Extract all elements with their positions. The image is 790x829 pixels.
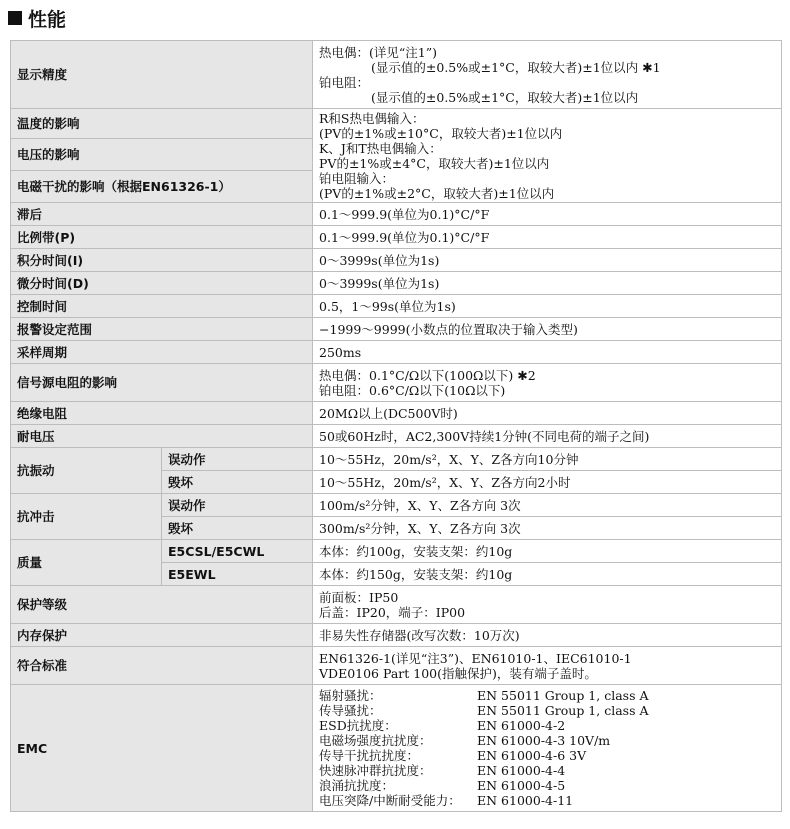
emc-item: 电压突降/中断耐受能力： EN 61000-4-11	[319, 793, 574, 808]
row-value: −1999～9999(小数点的位置取决于输入类型)	[313, 318, 782, 341]
table-row	[11, 624, 782, 647]
value-line: 热电偶：(详见“注1”)	[319, 44, 438, 60]
value-line: 前面板：IP50	[319, 589, 399, 605]
row-sublabel: 毁坏	[162, 471, 313, 494]
row-value	[313, 586, 782, 624]
section-title	[8, 4, 66, 32]
row-label: EMC	[11, 685, 313, 812]
row-label: 信号源电阻的影响	[11, 364, 313, 402]
row-sublabel: 误动作	[162, 494, 313, 517]
row-label: 采样周期	[11, 341, 313, 364]
row-sublabel: 误动作	[162, 448, 313, 471]
table-row	[11, 249, 782, 272]
row-sublabel: E5CSL/E5CWL	[162, 540, 313, 563]
table-row	[11, 540, 782, 563]
row-value: 0.1～999.9(单位为0.1)°C/°F	[313, 203, 782, 226]
row-label: 比例带(P)	[11, 226, 313, 249]
row-label: 报警设定范围	[11, 318, 313, 341]
square-bullet-icon	[8, 11, 22, 25]
table-row	[11, 109, 782, 139]
emc-item: 快速脉冲群抗扰度： EN 61000-4-4	[319, 763, 566, 778]
value-line: 铂电阻输入：	[319, 171, 395, 186]
row-value: 本体：约100g，安装支架：约10g	[313, 540, 782, 563]
emc-item: 传导骚扰： EN 55011 Group 1, class A	[319, 703, 649, 718]
value-line: K、J和T热电偶输入：	[319, 141, 442, 156]
row-value: 10～55Hz，20m/s²，X、Y、Z各方向2小时	[313, 471, 782, 494]
row-label: 电磁干扰的影响（根据EN61326-1）	[11, 171, 313, 203]
performance-spec-table	[10, 40, 782, 812]
table-row	[11, 226, 782, 249]
row-sublabel: 毁坏	[162, 517, 313, 540]
table-row	[11, 586, 782, 624]
row-value	[313, 109, 782, 203]
value-line: R和S热电偶输入：	[319, 111, 425, 126]
row-value	[313, 364, 782, 402]
row-label: 耐电压	[11, 425, 313, 448]
section-title-text: 性能	[28, 8, 67, 31]
table-row	[11, 272, 782, 295]
row-label: 控制时间	[11, 295, 313, 318]
row-value: 100m/s²分钟，X、Y、Z各方向 3次	[313, 494, 782, 517]
table-row	[11, 341, 782, 364]
table-row	[11, 203, 782, 226]
emc-item: 传导干扰抗扰度： EN 61000-4-6 3V	[319, 748, 587, 763]
value-line: (PV的±1%或±2°C，取较大者)±1位以内	[319, 186, 555, 201]
table-row	[11, 685, 782, 812]
table-row	[11, 425, 782, 448]
row-label: 质量	[11, 540, 162, 586]
table-row	[11, 647, 782, 685]
row-label: 符合标准	[11, 647, 313, 685]
value-line: PV的±1%或±4°C，取较大者)±1位以内	[319, 156, 550, 171]
value-line: (显示值的±0.5%或±1°C，取较大者)±1位以内 ✱1	[371, 59, 661, 75]
value-line: (PV的±1%或±10°C，取较大者)±1位以内	[319, 126, 563, 141]
value-line: 热电偶：0.1°C/Ω以下(100Ω以下) ✱2	[319, 367, 536, 383]
emc-item: 浪涌抗扰度： EN 61000-4-5	[319, 778, 566, 793]
table-row	[11, 318, 782, 341]
value-line: EN61326-1(详见“注3”)、EN61010-1、IEC61010-1	[319, 650, 632, 666]
row-value: 非易失性存储器(改写次数：10万次)	[313, 624, 782, 647]
table-row	[11, 364, 782, 402]
row-label: 抗冲击	[11, 494, 162, 540]
row-label: 滞后	[11, 203, 313, 226]
value-line: 后盖：IP20，端子：IP00	[319, 604, 466, 620]
row-label: 内存保护	[11, 624, 313, 647]
row-label: 积分时间(I)	[11, 249, 313, 272]
row-value: 20MΩ以上(DC500V时)	[313, 402, 782, 425]
row-sublabel: E5EWL	[162, 563, 313, 586]
table-row	[11, 494, 782, 517]
row-value: 300m/s²分钟，X、Y、Z各方向 3次	[313, 517, 782, 540]
row-value: 50或60Hz时，AC2,300V持续1分钟(不同电荷的端子之间)	[313, 425, 782, 448]
table-row	[11, 402, 782, 425]
row-label: 温度的影响	[11, 109, 313, 139]
value-line: 铂电阻：0.6°C/Ω以下(10Ω以下)	[319, 382, 506, 398]
row-label: 电压的影响	[11, 139, 313, 171]
row-value: 本体：约150g，安装支架：约10g	[313, 563, 782, 586]
emc-item: ESD抗扰度： EN 61000-4-2	[319, 718, 566, 733]
row-value: 0～3999s(单位为1s)	[313, 249, 782, 272]
row-value: 0.5，1～99s(单位为1s)	[313, 295, 782, 318]
emc-list	[313, 685, 782, 812]
value-line: (显示值的±0.5%或±1°C，取较大者)±1位以内	[371, 89, 639, 105]
row-label: 抗振动	[11, 448, 162, 494]
value-line: 铂电阻：	[319, 74, 370, 90]
row-label: 微分时间(D)	[11, 272, 313, 295]
value-line: VDE0106 Part 100(指触保护)，装有端子盖时。	[319, 665, 597, 681]
row-value	[313, 647, 782, 685]
table-row	[11, 295, 782, 318]
row-label: 显示精度	[11, 41, 313, 109]
emc-item: 电磁场强度抗扰度： EN 61000-4-3 10V/m	[319, 733, 611, 748]
row-value: 250ms	[313, 341, 782, 364]
emc-item: 辐射骚扰： EN 55011 Group 1, class A	[319, 688, 649, 703]
row-value: 0.1～999.9(单位为0.1)°C/°F	[313, 226, 782, 249]
row-label: 保护等级	[11, 586, 313, 624]
table-row	[11, 41, 782, 109]
row-label: 绝缘电阻	[11, 402, 313, 425]
row-value: 0～3999s(单位为1s)	[313, 272, 782, 295]
table-row	[11, 448, 782, 471]
row-value: 10～55Hz，20m/s²，X、Y、Z各方向10分钟	[313, 448, 782, 471]
row-value	[313, 41, 782, 109]
